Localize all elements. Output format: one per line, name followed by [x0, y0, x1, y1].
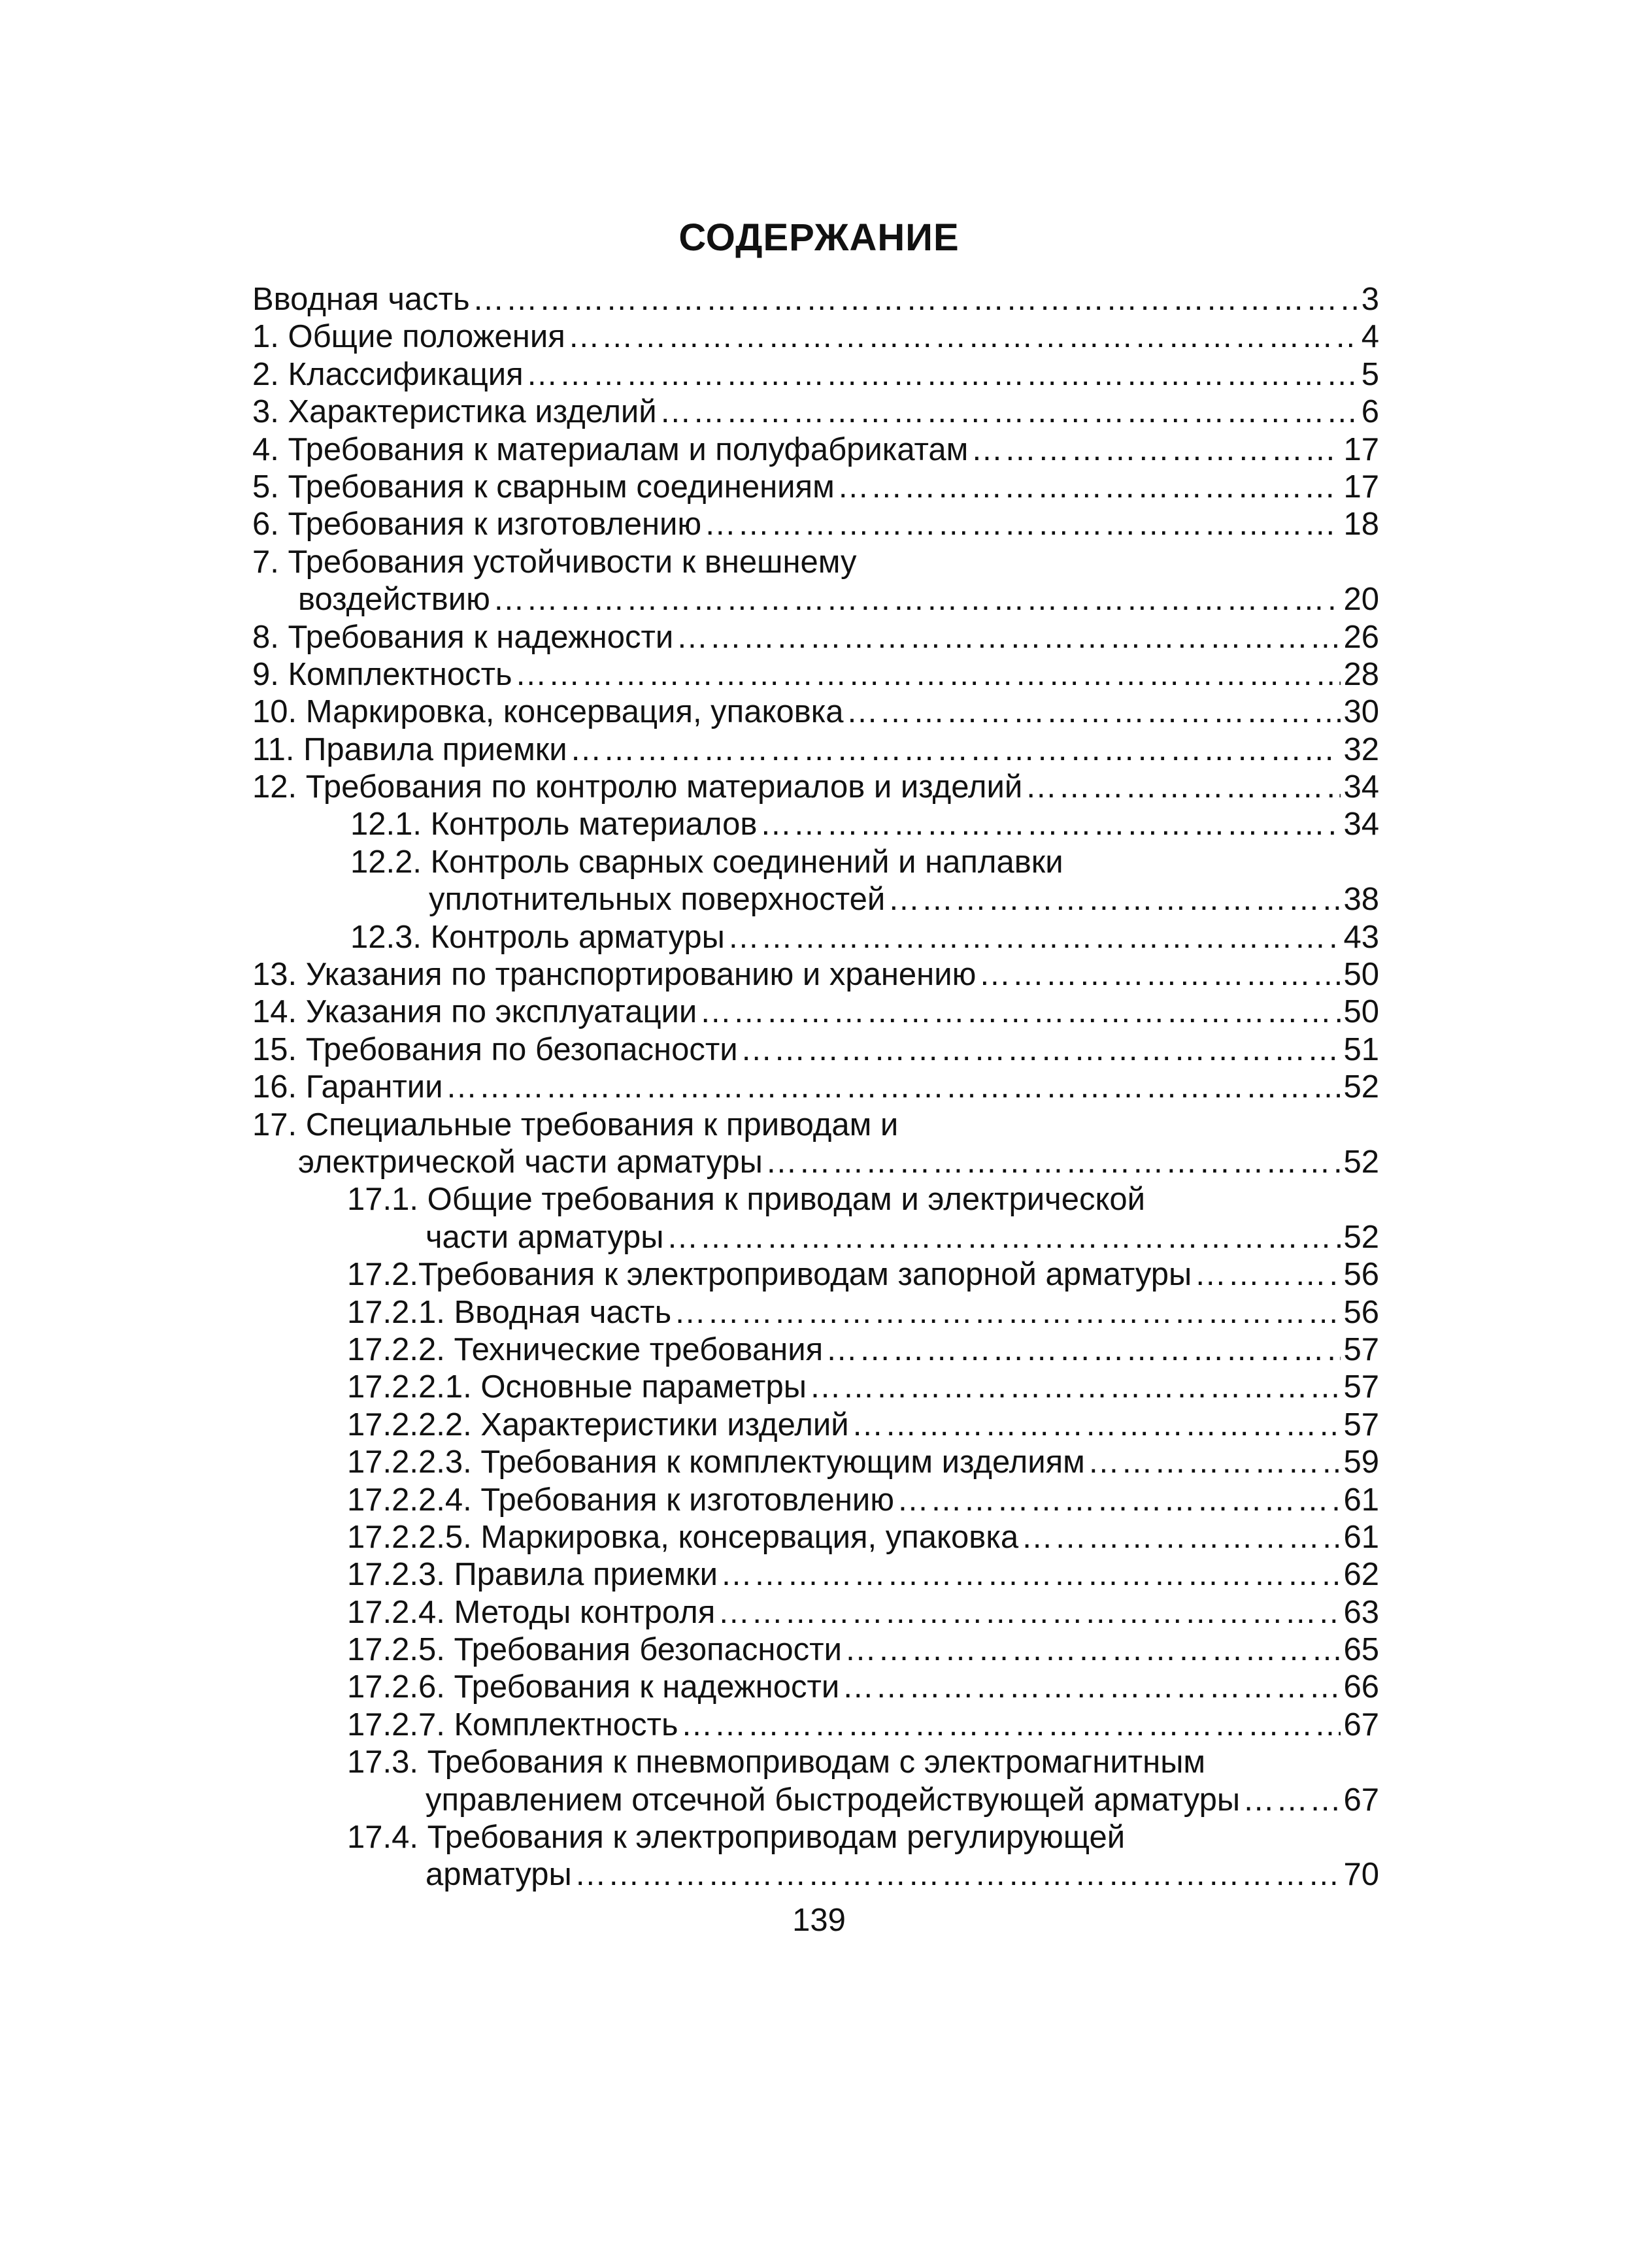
dot-leader — [978, 956, 1341, 993]
toc-entry-page: 62 — [1343, 1557, 1379, 1593]
toc-entry — [252, 581, 1379, 618]
toc-entry — [252, 1631, 1379, 1669]
toc-entry-label: 17.2.5. Требования безопасности — [347, 1632, 842, 1668]
toc-entry — [252, 956, 1379, 993]
toc-entry-page: 38 — [1343, 882, 1379, 918]
toc-entry-page: 56 — [1343, 1257, 1379, 1293]
toc-entry-label: Вводная часть — [252, 282, 470, 317]
toc-entry-label: 5. Требования к сварным соединениям — [252, 469, 835, 505]
toc-entry-page: 18 — [1343, 507, 1379, 542]
toc-entry-label: 12.2. Контроль сварных соединений и наплавки — [350, 844, 1063, 880]
toc-entry — [252, 844, 1379, 881]
toc-entry — [252, 919, 1379, 956]
toc-entry — [252, 1744, 1379, 1781]
toc-entry-label: 17.2.2.2. Характеристики изделий — [347, 1407, 849, 1443]
toc-entry-page: 63 — [1343, 1594, 1379, 1630]
toc-entry-label: арматуры — [426, 1857, 572, 1893]
dot-leader — [570, 731, 1341, 769]
dot-leader — [676, 619, 1341, 656]
toc-entry-label: 17.2.Требования к электроприводам запорной арматуры — [347, 1257, 1192, 1293]
toc-entry-page: 61 — [1343, 1519, 1379, 1555]
toc-entry-page: 50 — [1343, 957, 1379, 993]
dot-leader — [826, 1331, 1341, 1369]
toc-entry-label: 12.3. Контроль арматуры — [350, 919, 725, 955]
toc-entry-label: управлением отсечной быстродействующей арматуры — [426, 1782, 1241, 1818]
toc-entry-label: 17.2.1. Вводная часть — [347, 1294, 672, 1330]
toc-entry-label: 6. Требования к изготовлению — [252, 507, 702, 542]
toc-entry-page: 30 — [1343, 694, 1379, 730]
dot-leader — [897, 1482, 1341, 1519]
dot-leader — [852, 1407, 1341, 1444]
toc-entry-label: 15. Требования по безопасности — [252, 1031, 738, 1067]
toc-entry-page: 59 — [1343, 1444, 1379, 1480]
toc-entry-page: 17 — [1343, 431, 1379, 467]
toc-entry-page: 52 — [1343, 1069, 1379, 1105]
toc-entry — [252, 769, 1379, 806]
toc-entry — [252, 544, 1379, 581]
toc-entry — [252, 656, 1379, 693]
toc-entry — [252, 1256, 1379, 1293]
toc-entry — [252, 431, 1379, 469]
dot-leader — [888, 881, 1341, 918]
toc-entry-page: 28 — [1343, 656, 1379, 692]
dot-leader — [727, 919, 1341, 956]
toc-entry — [252, 356, 1379, 393]
toc-entry — [252, 469, 1379, 506]
toc-entry-page: 66 — [1343, 1669, 1379, 1705]
toc-entry-label: 17.2.3. Правила приемки — [347, 1557, 718, 1593]
toc-entry — [252, 1144, 1379, 1181]
toc-entry-label: 10. Маркировка, консервация, упаковка — [252, 694, 844, 730]
toc-entry — [252, 1856, 1379, 1893]
dot-leader — [493, 581, 1341, 618]
toc-entry — [252, 1782, 1379, 1819]
toc-entry-page: 43 — [1343, 919, 1379, 955]
toc-entry — [252, 1069, 1379, 1106]
toc-entry — [252, 1369, 1379, 1406]
dot-leader — [667, 1219, 1341, 1256]
toc-entry-label: 17.4. Требования к электроприводам регулирующей — [347, 1820, 1126, 1856]
toc-entry — [252, 619, 1379, 656]
toc-entry-label: 17.2.2.3. Требования к комплектующим изделиям — [347, 1444, 1085, 1480]
toc-entry-label: 11. Правила приемки — [252, 731, 567, 767]
toc-entry-page: 17 — [1343, 469, 1379, 505]
dot-leader — [720, 1556, 1341, 1593]
toc-entry-page: 61 — [1343, 1482, 1379, 1518]
toc-entry-label: 17.2.2. Технические требования — [347, 1331, 824, 1367]
dot-leader — [568, 318, 1359, 356]
toc-entry — [252, 1031, 1379, 1069]
table-of-contents — [252, 281, 1379, 1894]
dot-leader — [765, 1144, 1341, 1181]
toc-entry — [252, 1594, 1379, 1631]
toc-entry-label: 17.2.2.1. Основные параметры — [347, 1369, 807, 1405]
dot-leader — [971, 431, 1341, 469]
toc-entry-page: 52 — [1343, 1219, 1379, 1255]
toc-entry-label: 13. Указания по транспортированию и хранению — [252, 957, 977, 993]
toc-entry-label: 2. Классификация — [252, 356, 524, 392]
dot-leader — [1243, 1782, 1341, 1819]
toc-entry-label: 14. Указания по эксплуатации — [252, 994, 697, 1030]
dot-leader — [837, 469, 1341, 506]
toc-entry-label: 7. Требования устойчивости к внешнему — [252, 544, 857, 580]
dot-leader — [760, 806, 1341, 843]
toc-entry-page: 6 — [1361, 394, 1379, 430]
toc-entry-label: 17.2.7. Комплектность — [347, 1707, 678, 1743]
toc-entry-label: части арматуры — [426, 1219, 664, 1255]
toc-entry-page: 67 — [1343, 1707, 1379, 1743]
toc-entry — [252, 1819, 1379, 1856]
toc-entry-label: 17.2.4. Методы контроля — [347, 1594, 716, 1630]
dot-leader — [1088, 1444, 1341, 1481]
toc-entry-page: 70 — [1343, 1857, 1379, 1893]
toc-entry — [252, 318, 1379, 356]
toc-entry-label: воздействию — [298, 582, 490, 618]
toc-entry-label: 17.3. Требования к пневмоприводам с электромагнитным — [347, 1744, 1206, 1780]
toc-entry — [252, 1556, 1379, 1593]
toc-entry — [252, 731, 1379, 769]
toc-entry-label: 9. Комплектность — [252, 656, 512, 692]
toc-entry-label: 3. Характеристика изделий — [252, 394, 657, 430]
toc-entry — [252, 1519, 1379, 1556]
toc-entry — [252, 393, 1379, 431]
dot-leader — [809, 1369, 1341, 1406]
toc-entry-label: 4. Требования к материалам и полуфабрикатам — [252, 431, 969, 467]
toc-entry-label: 17. Специальные требования к приводам и — [252, 1107, 899, 1142]
toc-entry-label: 12.1. Контроль материалов — [350, 807, 758, 842]
toc-entry — [252, 1444, 1379, 1481]
toc-entry — [252, 693, 1379, 731]
toc-entry-label: 17.2.2.4. Требования к изготовлению — [347, 1482, 895, 1518]
toc-entry — [252, 1669, 1379, 1706]
toc-entry-page: 65 — [1343, 1632, 1379, 1668]
dot-leader — [660, 393, 1359, 431]
toc-entry — [252, 1707, 1379, 1744]
toc-entry-page: 3 — [1361, 282, 1379, 317]
toc-entry-label: 1. Общие положения — [252, 319, 565, 355]
toc-entry — [252, 993, 1379, 1031]
dot-leader — [718, 1594, 1341, 1631]
dot-leader — [526, 356, 1359, 393]
toc-entry-label: 17.2.6. Требования к надежности — [347, 1669, 840, 1705]
toc-entry-page: 20 — [1343, 582, 1379, 618]
dot-leader — [681, 1707, 1341, 1744]
toc-entry-page: 51 — [1343, 1031, 1379, 1067]
dot-leader — [844, 1631, 1341, 1669]
toc-entry-label: 17.2.2.5. Маркировка, консервация, упаковка — [347, 1519, 1019, 1555]
dot-leader — [1025, 769, 1341, 806]
dot-leader — [704, 506, 1341, 543]
toc-entry-page: 57 — [1343, 1407, 1379, 1443]
toc-entry — [252, 1181, 1379, 1218]
dot-leader — [575, 1856, 1341, 1893]
toc-entry — [252, 1482, 1379, 1519]
toc-entry — [252, 881, 1379, 918]
toc-entry — [252, 281, 1379, 318]
toc-entry-page: 67 — [1343, 1782, 1379, 1818]
toc-entry — [252, 1219, 1379, 1256]
toc-entry — [252, 1107, 1379, 1144]
toc-entry-page: 57 — [1343, 1331, 1379, 1367]
toc-entry — [252, 1331, 1379, 1369]
toc-entry-page: 4 — [1361, 319, 1379, 355]
dot-leader — [1021, 1519, 1341, 1556]
toc-entry — [252, 1407, 1379, 1444]
page-number: 139 — [792, 1903, 846, 1938]
toc-entry-label: 17.1. Общие требования к приводам и электрической — [347, 1182, 1146, 1218]
toc-entry-page: 56 — [1343, 1294, 1379, 1330]
dot-leader — [842, 1669, 1341, 1706]
toc-entry — [252, 1294, 1379, 1331]
dot-leader — [699, 993, 1341, 1031]
toc-entry-label: 12. Требования по контролю материалов и изделий — [252, 769, 1023, 805]
toc-entry-page: 32 — [1343, 731, 1379, 767]
toc-entry-label: 8. Требования к надежности — [252, 619, 674, 655]
toc-entry-page: 52 — [1343, 1144, 1379, 1180]
dot-leader — [846, 693, 1341, 731]
toc-entry-page: 26 — [1343, 619, 1379, 655]
dot-leader — [515, 656, 1341, 693]
toc-entry-page: 34 — [1343, 807, 1379, 842]
toc-entry-page: 57 — [1343, 1369, 1379, 1405]
toc-entry — [252, 506, 1379, 543]
dot-leader — [674, 1294, 1341, 1331]
page-title: СОДЕРЖАНИЕ — [678, 216, 960, 259]
toc-entry — [252, 806, 1379, 843]
toc-entry-label: электрической части арматуры — [298, 1144, 763, 1180]
toc-entry-page: 5 — [1361, 356, 1379, 392]
toc-entry-page: 34 — [1343, 769, 1379, 805]
dot-leader — [1194, 1256, 1341, 1293]
toc-entry-page: 50 — [1343, 994, 1379, 1030]
dot-leader — [473, 281, 1359, 318]
toc-entry-label: 16. Гарантии — [252, 1069, 443, 1105]
toc-entry-label: уплотнительных поверхностей — [429, 882, 886, 918]
dot-leader — [446, 1069, 1341, 1106]
dot-leader — [741, 1031, 1341, 1069]
